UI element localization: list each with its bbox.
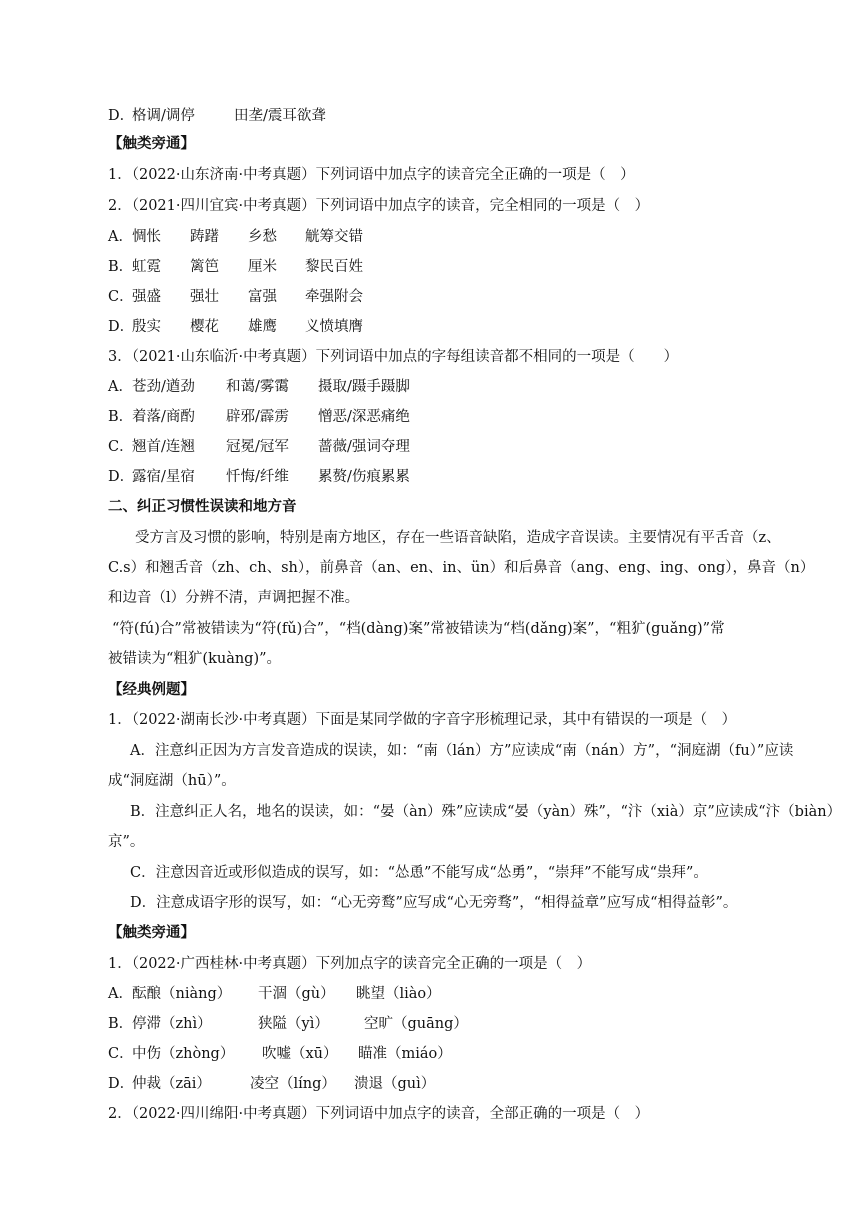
option-label: C．: [108, 289, 134, 305]
option-item: 牵强附会: [305, 289, 363, 305]
option-item: 虹霓: [132, 259, 161, 275]
option-line: B．注意纠正人名，地名的误读，如：“晏（àn）殊”应读成“晏（yàn）殊”，“汴（xià）京”应读成“汴（biàn）: [130, 804, 842, 820]
section-heading: 【触类旁通】: [108, 924, 195, 941]
paragraph-line: 被错读为“粗犷(kuàng)”。: [108, 651, 282, 667]
option-label: B．: [108, 409, 134, 425]
section-heading: 【经典例题】: [108, 681, 195, 698]
option-label: A．: [108, 379, 133, 395]
option-item: 干涸（gù）: [258, 986, 335, 1002]
option-item: 着落/商酌: [132, 409, 195, 425]
paragraph-line: “符(fú)合”常被错读为“符(fǔ)合”，“档(dàng)案”常被错读为“档(dǎng)案”，“粗犷(guǎng)”常: [112, 621, 725, 637]
option-line: C．注意因音近或形似造成的误写，如：“怂恿”不能写成“怂勇”，“崇拜”不能写成“祟拜”。: [130, 865, 708, 881]
option-label: C．: [108, 439, 134, 455]
option-item: 辟邪/霹雳: [226, 409, 289, 425]
option-item: 摄取/蹑手蹑脚: [318, 379, 410, 395]
option-item: 强壮: [190, 289, 219, 305]
option-item: 翘首/连翘: [132, 439, 195, 455]
option-label: B．: [108, 259, 134, 275]
option-label: D．: [108, 319, 135, 335]
paragraph-line: 和边音（l）分辨不清，声调把握不准。: [108, 590, 360, 606]
question-text: 1．（2022·湖南长沙·中考真题）下面是某同学做的字音字形梳理记录，其中有错误的一项是（ ）: [108, 712, 737, 728]
option-item: 富强: [248, 289, 277, 305]
option-label: A．: [108, 986, 133, 1002]
option-item: 眺望（liào）: [356, 986, 441, 1002]
question-text: 2．（2021·四川宜宾·中考真题）下列词语中加点字的读音，完全相同的一项是（ ）: [108, 198, 650, 214]
option-item: 黎民百姓: [305, 259, 363, 275]
option-label: D．: [108, 469, 135, 485]
option-item: 停滞（zhì）: [132, 1016, 212, 1032]
option-line: A．注意纠正因为方言发音造成的误读，如：“南（lán）方”应读成“南（nán）方”，“洞庭湖（fu）”应读: [130, 743, 794, 759]
option-item: 厘米: [248, 259, 277, 275]
option-label: D．: [108, 1076, 135, 1092]
option-item: 瞄准（miáo）: [358, 1046, 452, 1062]
option-item: 觥筹交错: [305, 229, 363, 245]
option-item: 樱花: [190, 319, 219, 335]
option-item: 雄鹰: [248, 319, 277, 335]
paragraph-line: C.s）和翘舌音（zh、ch、sh），前鼻音（an、en、in、ün）和后鼻音（ang、eng、ing、ong），鼻音（n）: [108, 560, 815, 576]
option-label: C．: [108, 1046, 134, 1062]
question-text: 1．（2022·山东济南·中考真题）下列词语中加点字的读音完全正确的一项是（ ）: [108, 167, 635, 183]
option-item: 溃退（guì）: [354, 1076, 436, 1092]
option-item: 惆怅: [132, 229, 161, 245]
option-line: 京”。: [108, 834, 145, 850]
option-item: 强盛: [132, 289, 161, 305]
option-line: D．注意成语字形的误写，如：“心无旁鹜”应写成“心无旁骛”，“相得益章”应写成“相得益彰”。: [130, 895, 738, 911]
question-text: 3．（2021·山东临沂·中考真题）下列词语中加点的字每组读音都不相同的一项是（ ）: [108, 349, 679, 365]
option-item: 吹嘘（xū）: [262, 1046, 338, 1062]
option-item: 露宿/星宿: [132, 469, 195, 485]
option-item: 田垄/震耳欲聋: [234, 108, 326, 124]
option-label: B．: [108, 1016, 134, 1032]
option-item: 蔷薇/强词夺理: [318, 439, 410, 455]
option-item: 憎恶/深恶痛绝: [318, 409, 410, 425]
question-text: 1．（2022·广西桂林·中考真题）下列加点字的读音完全正确的一项是（ ）: [108, 956, 592, 972]
option-line: 成“洞庭湖（hū）”。: [108, 773, 236, 789]
option-item: 狭隘（yì）: [258, 1016, 329, 1032]
option-item: 格调/调停: [132, 108, 195, 124]
option-item: 酝酿（niàng）: [132, 986, 232, 1002]
option-item: 仲裁（zāi）: [132, 1076, 211, 1092]
option-item: 累赘/伤痕累累: [318, 469, 410, 485]
option-label: D．: [108, 108, 135, 124]
option-item: 冠冕/冠军: [226, 439, 289, 455]
option-item: 义愤填膺: [305, 319, 363, 335]
option-item: 殷实: [132, 319, 161, 335]
option-item: 篱笆: [190, 259, 219, 275]
option-item: 踌躇: [190, 229, 219, 245]
option-item: 忏悔/纤维: [226, 469, 289, 485]
section-heading: 【触类旁通】: [108, 135, 195, 152]
question-text: 2．（2022·四川绵阳·中考真题）下列词语中加点字的读音，全部正确的一项是（ ）: [108, 1106, 650, 1122]
option-item: 中伤（zhòng）: [132, 1046, 235, 1062]
option-item: 空旷（guāng）: [364, 1016, 468, 1032]
option-item: 乡愁: [248, 229, 277, 245]
option-label: A．: [108, 229, 133, 245]
paragraph-line: 受方言及习惯的影响，特别是南方地区，存在一些语音缺陷，造成字音误读。主要情况有平舌音（z、: [135, 530, 781, 546]
option-item: 苍劲/遒劲: [132, 379, 195, 395]
option-item: 和蔼/雾霭: [226, 379, 289, 395]
section-title: 二、纠正习惯性误读和地方音: [108, 498, 297, 515]
option-item: 凌空（líng）: [250, 1076, 336, 1092]
